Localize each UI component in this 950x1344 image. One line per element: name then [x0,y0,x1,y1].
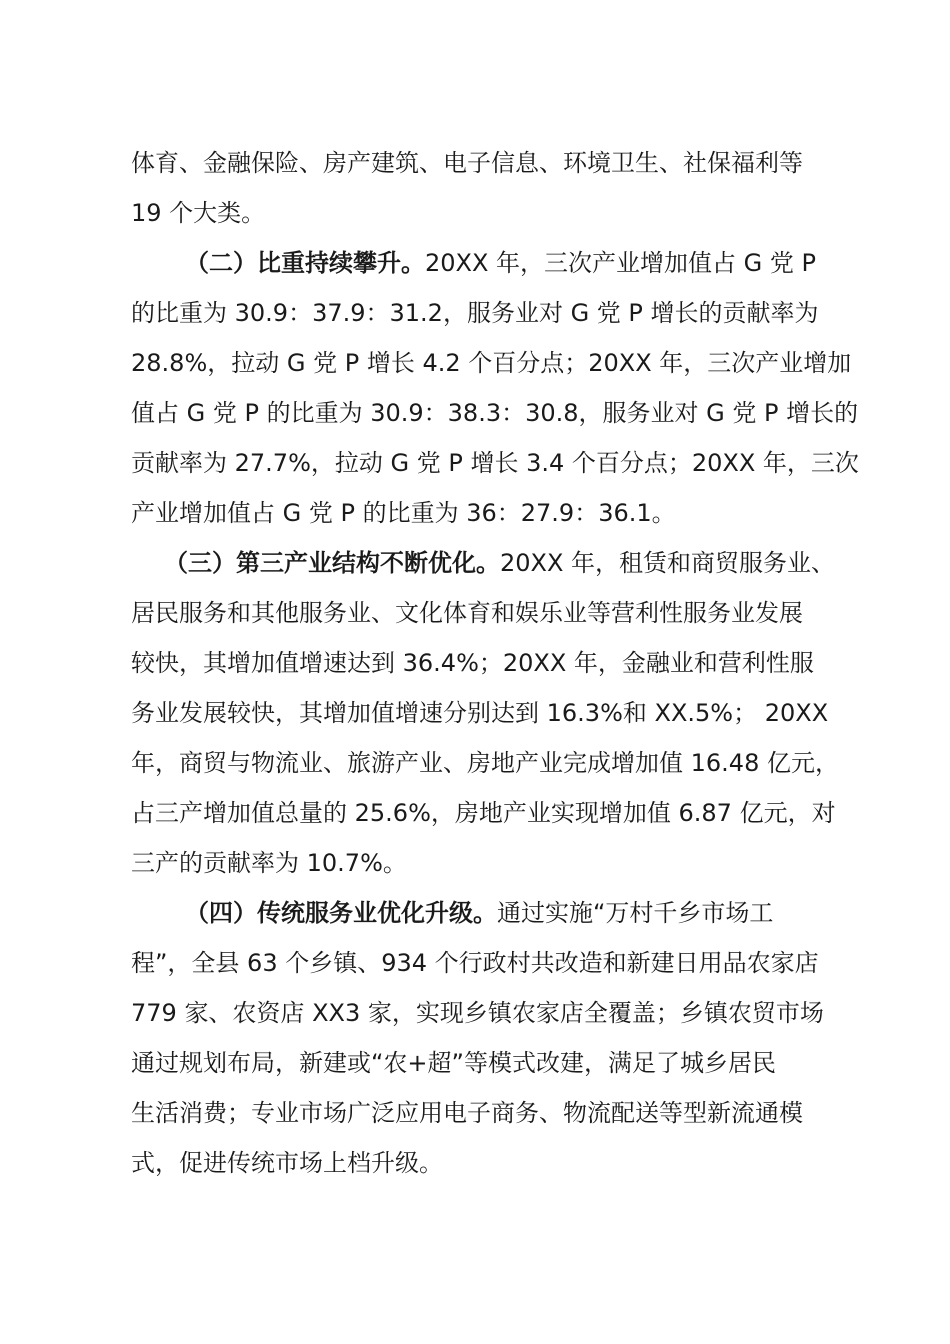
paragraph-line [131,288,821,338]
paragraph-line [131,638,821,688]
line-text: 较快，其增加值增速达到 36.4%；20XX 年，金融业和营利性服 [131,649,814,677]
paragraph-line [131,338,852,388]
paragraph-line-section-2 [131,238,821,288]
line-text: 19 个大类。 [131,199,266,227]
line-text: 20XX 年，三次产业增加值占 G 党 P [425,249,817,277]
line-text: 生活消费；专业市场广泛应用电子商务、物流配送等型新流通模 [131,1099,803,1127]
line-text: 通过规划布局，新建或“农+超”等模式改建，满足了城乡居民 [131,1049,776,1077]
section-heading: （四）传统服务业优化升级。 [185,899,497,927]
section-heading: （三）第三产业结构不断优化。 [164,549,500,577]
document-body [131,138,859,1188]
line-text: 居民服务和其他服务业、文化体育和娱乐业等营利性服务业发展 [131,599,803,627]
paragraph-line [131,1088,821,1138]
paragraph-line [131,438,859,488]
paragraph-line [131,138,821,188]
line-text: 务业发展较快，其增加值增速分别达到 16.3%和 XX.5%； 20XX [131,699,829,727]
line-text: 20XX 年，租赁和商贸服务业、 [500,549,836,577]
line-text: 贡献率为 27.7%，拉动 G 党 P 增长 3.4 个百分点；20XX 年，三次 [131,449,859,477]
paragraph-line [131,688,829,738]
line-text: 占三产增加值总量的 25.6%，房地产业实现增加值 6.87 亿元，对 [131,799,836,827]
line-text: 三产的贡献率为 10.7%。 [131,849,407,877]
paragraph-line [131,738,839,788]
section-heading: （二）比重持续攀升。 [185,249,425,277]
line-text: 产业增加值占 G 党 P 的比重为 36：27.9：36.1。 [131,499,676,527]
paragraph-line [131,188,821,238]
paragraph-line [131,838,821,888]
line-text: 值占 G 党 P 的比重为 30.9：38.3：30.8，服务业对 G 党 P 增长的 [131,399,859,427]
line-text: 通过实施“万村千乡市场工 [497,899,774,927]
paragraph-line [131,388,859,438]
paragraph-line [131,588,821,638]
paragraph-line [131,788,836,838]
paragraph-line-section-4 [131,888,821,938]
paragraph-line [131,1138,821,1188]
paragraph-line [131,488,821,538]
line-text: 的比重为 30.9：37.9：31.2，服务业对 G 党 P 增长的贡献率为 [131,299,819,327]
line-text: 年，商贸与物流业、旅游产业、房地产业完成增加值 16.48 亿元， [131,749,839,777]
line-text: 式，促进传统市场上档升级。 [131,1149,443,1177]
paragraph-line-section-3 [131,538,836,588]
paragraph-line [131,1038,821,1088]
line-text: 程”，全县 63 个乡镇、934 个行政村共改造和新建日用品农家店 [131,949,819,977]
line-text: 28.8%，拉动 G 党 P 增长 4.2 个百分点；20XX 年，三次产业增加 [131,349,852,377]
paragraph-line [131,938,821,988]
paragraph-line [131,988,824,1038]
line-text: 体育、金融保险、房产建筑、电子信息、环境卫生、社保福利等 [131,149,803,177]
line-text: 779 家、农资店 XX3 家，实现乡镇农家店全覆盖；乡镇农贸市场 [131,999,824,1027]
